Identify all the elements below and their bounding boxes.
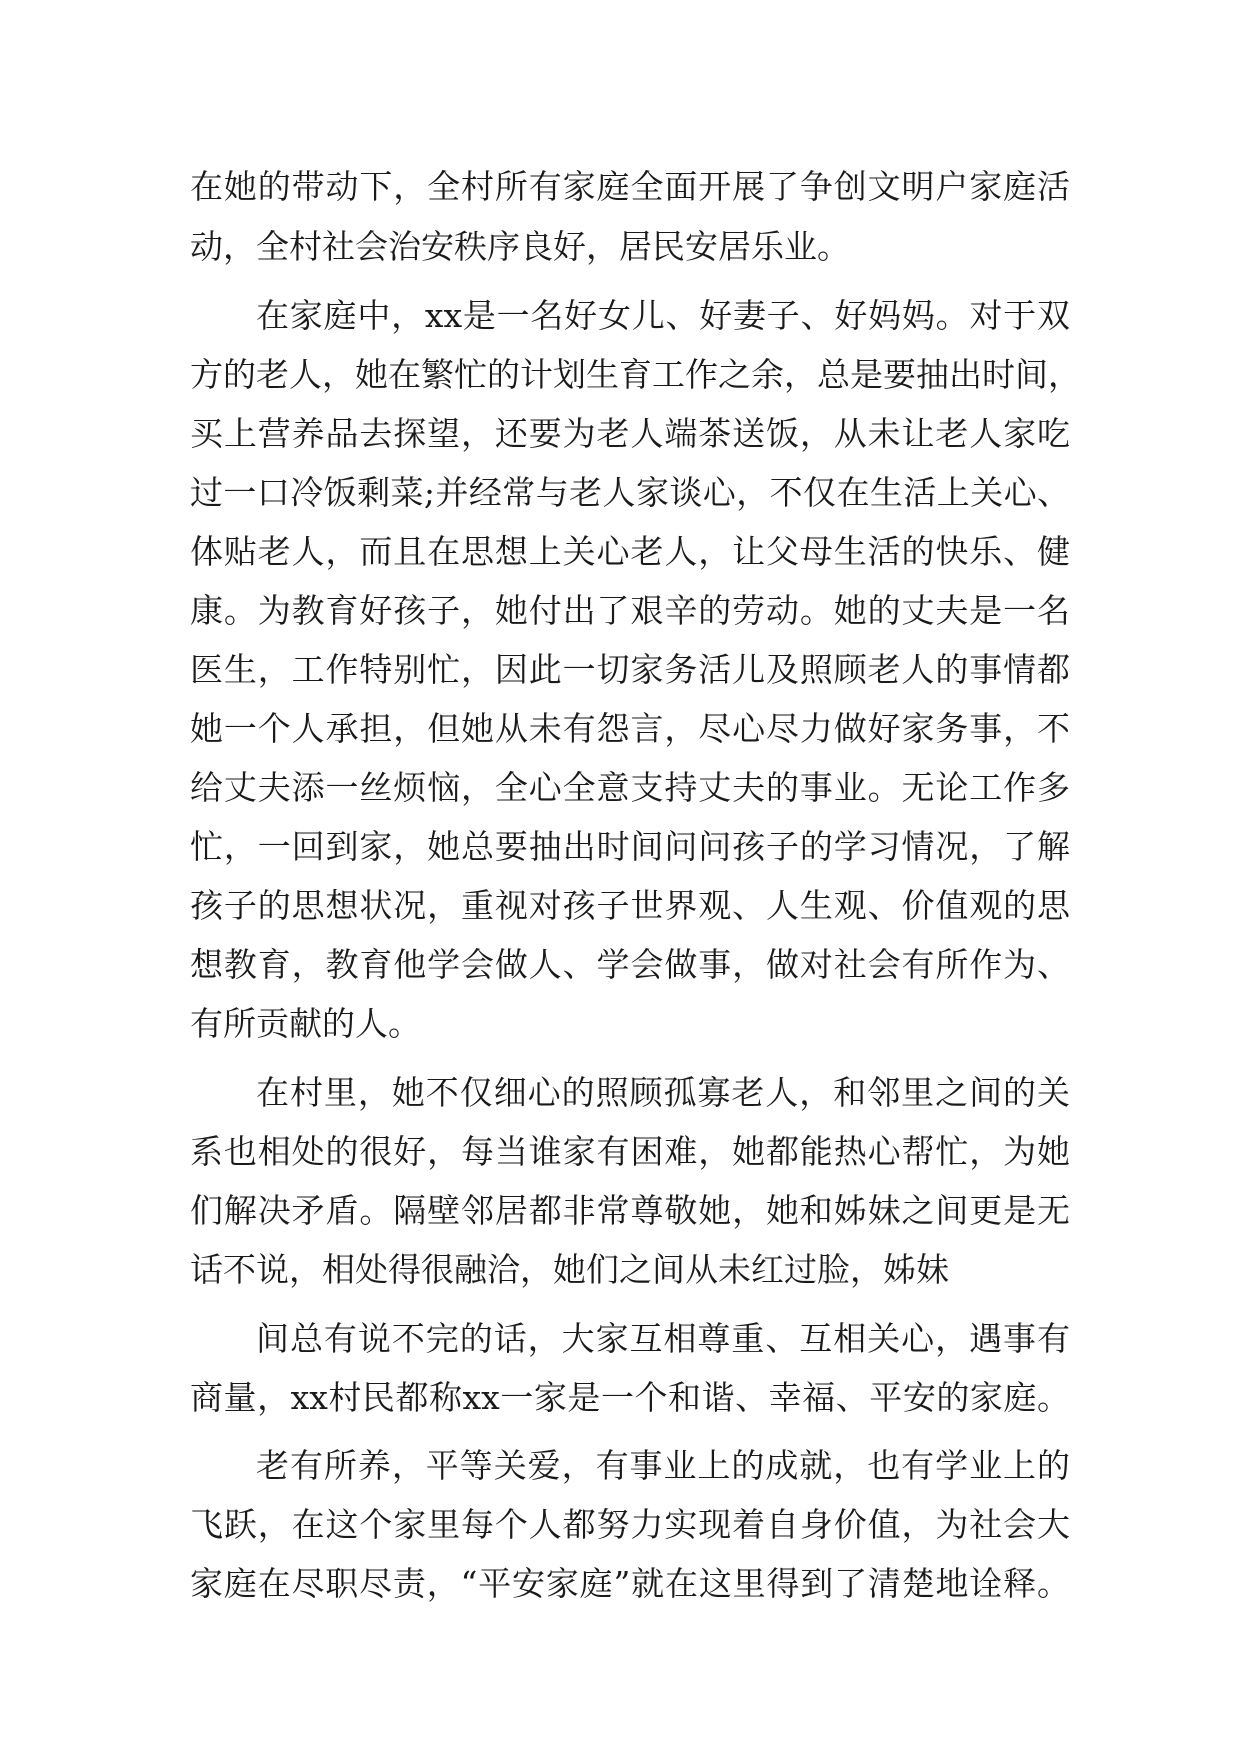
paragraph-first-line: 在家庭中，xx是一名好女儿、好妻子、好妈妈。对于双: [256, 296, 1070, 335]
text-line: 康。为教育好孩子，她付出了艰辛的劳动。她的丈夫是一名: [190, 591, 1070, 630]
text-line: 她一个人承担，但她从未有怨言，尽心尽力做好家务事，不: [190, 709, 1070, 748]
text-line: 忙，一回到家，她总要抽出时间问问孩子的学习情况，了解: [190, 827, 1070, 866]
text-line: 有所贡献的人。: [190, 1004, 421, 1043]
text-line: 商量，xx村民都称xx一家是一个和谐、幸福、平安的家庭。: [190, 1378, 1070, 1417]
text-line: 给丈夫添一丝烦恼，全心全意支持丈夫的事业。无论工作多: [190, 768, 1070, 807]
text-line: 买上营养品去探望，还要为老人端茶送饭，从未让老人家吃: [190, 414, 1070, 453]
text-line: 飞跃，在这个家里每个人都努力实现着自身价值，为社会大: [190, 1505, 1070, 1544]
text-line: 们解决矛盾。隔壁邻居都非常尊敬她，她和姊妹之间更是无: [190, 1191, 1070, 1230]
paragraph-first-line: 在村里，她不仅细心的照顾孤寡老人，和邻里之间的关: [256, 1073, 1070, 1112]
text-line: 在她的带动下，全村所有家庭全面开展了争创文明户家庭活: [190, 167, 1070, 206]
text-line: 动，全村社会治安秩序良好，居民安居乐业。: [190, 227, 850, 266]
paragraph-first-line: 间总有说不完的话，大家互相尊重、互相关心，遇事有: [256, 1319, 1070, 1358]
text-line: 家庭在尽职尽责，“平安家庭”就在这里得到了清楚地诠释。: [190, 1564, 1070, 1603]
text-line: 话不说，相处得很融洽，她们之间从未红过脸，姊妹: [190, 1250, 949, 1289]
text-line: 系也相处的很好，每当谁家有困难，她都能热心帮忙，为她: [190, 1132, 1070, 1171]
text-line: 医生，工作特别忙，因此一切家务活儿及照顾老人的事情都: [190, 650, 1070, 689]
text-line: 想教育，教育他学会做人、学会做事，做对社会有所作为、: [190, 945, 1070, 984]
text-line: 体贴老人，而且在思想上关心老人，让父母生活的快乐、健: [190, 532, 1070, 571]
text-line: 孩子的思想状况，重视对孩子世界观、人生观、价值观的思: [190, 886, 1070, 925]
text-line: 方的老人，她在繁忙的计划生育工作之余，总是要抽出时间，: [190, 355, 1081, 394]
text-line: 过一口冷饭剩菜;并经常与老人家谈心，不仅在生活上关心、: [190, 473, 1070, 512]
paragraph-first-line: 老有所养，平等关爱，有事业上的成就，也有学业上的: [256, 1446, 1070, 1485]
